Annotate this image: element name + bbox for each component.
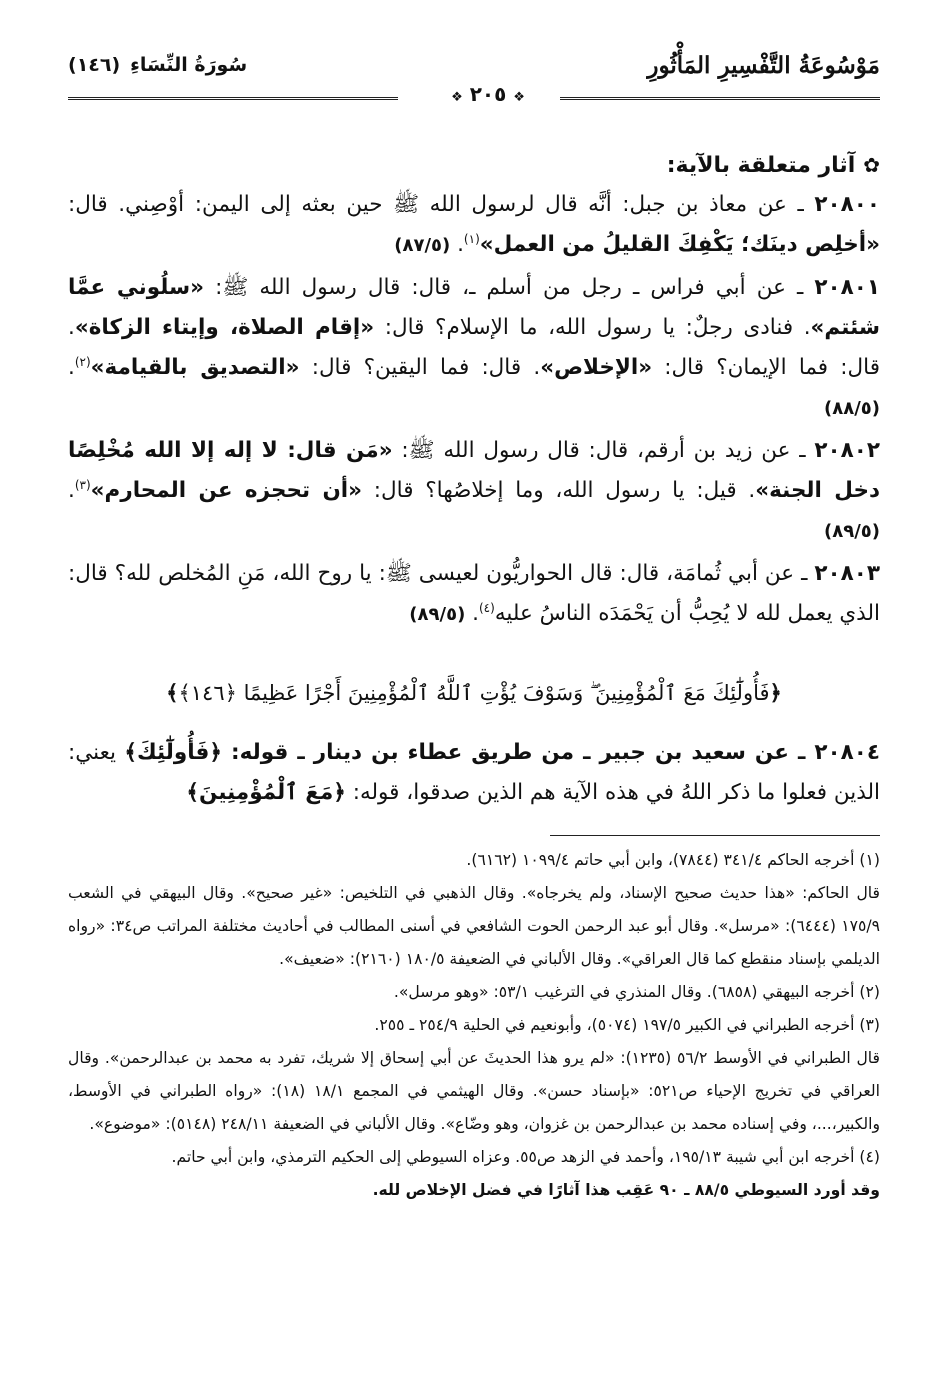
hadith-quote: «أخلِص دينَك؛ يَكْفِكَ القليلُ من العمل» <box>479 232 880 257</box>
hadith-quote: «سلُوني عمَّا شئتم» <box>68 275 880 340</box>
hadith-quote: «الإخلاص» <box>540 355 653 380</box>
entry-number: ٢٠٨٠٠ <box>814 192 880 217</box>
entry-number: ٢٠٨٠٤ <box>814 740 880 765</box>
page-number-text: ٢٠٥ <box>469 82 507 106</box>
footnote-marker[interactable]: (٣) <box>74 477 91 492</box>
entry-text: . فنادى رجلٌ: يا رسول الله، ما الإسلام؟ قال: <box>374 315 811 340</box>
ornament-icon: ❖ <box>451 90 463 105</box>
source-reference: (٨٩/٥) <box>409 604 466 625</box>
entry-number: ٢٠٨٠١ <box>814 275 880 300</box>
footnote-divider <box>550 835 880 836</box>
footnotes <box>68 844 880 1207</box>
footnote: (٣) أخرجه الطبراني في الكبير ١٩٧/٥ (٥٠٧٤)، وأبونعيم في الحلية ٢٥٤/٩ ـ ٢٥٥. <box>374 1016 880 1034</box>
source-reference: (٨٧/٥) <box>394 235 451 256</box>
entry-number: ٢٠٨٠٢ <box>814 438 880 463</box>
entry-text: . <box>68 355 75 380</box>
quran-verse <box>68 673 880 713</box>
page-number <box>428 82 548 106</box>
footnote: (١) أخرجه الحاكم ٣٤١/٤ (٧٨٤٤)، وابن أبي حاتم ١٠٩٩/٤ (٦١٦٢). <box>466 851 880 869</box>
athar-entry <box>68 554 880 635</box>
quran-quote: ﴿مَعَ ٱلْمُؤْمِنِينَ﴾ <box>186 780 346 805</box>
athar-entry <box>68 185 880 266</box>
athar-entry <box>68 431 880 552</box>
section-heading <box>68 148 880 183</box>
athar-entry <box>68 733 880 813</box>
surah-name: سُورَةُ النِّسَاءِ <box>130 54 248 76</box>
quran-quote: ﴿فَأُولَٰٓئِكَ﴾ <box>124 740 222 765</box>
entry-text: ـ عن سعيد بن جبير ـ من طريق عطاء بن دينار ـ قوله: <box>222 740 815 765</box>
verse-number: (١٤٦) <box>68 54 121 76</box>
entry-text: ـ عن زيد بن أرقم، قال: قال رسول الله ﷺ: <box>392 438 815 463</box>
entry-text: ـ عن أبي ثُمامَة، قال: قال الحواريُّون لعيسى ﷺ: يا روح الله، مَنِ المُخلص لله؟ قال: الذي يعمل لله لا يُحِبُّ أن يَحْمَدَه الناسُ عليه <box>68 561 880 626</box>
flower-ornament-icon: ✿ <box>863 153 880 177</box>
footnote: (٢) أخرجه البيهقي (٦٨٥٨). وقال المنذري في الترغيب ٥٣/١: «وهو مرسل». <box>393 983 880 1001</box>
entry-text: . قيل: يا رسول الله، وما إخلاصُها؟ قال: <box>362 478 756 503</box>
footnote: قال الحاكم: «هذا حديث صحيح الإسناد، ولم يخرجاه». وقال الذهبي في التلخيص: «غير صحيح». وقال البيهقي في الشعب ١٧٥/٩ (٦٤٤٤): «مرسل». وقال أبو عبد الرحمن الحوت الشافعي في أسنى المطالب في أحاديث مختلفة المراتب ص٣٤: «رواه الديلمي بإسناد منقطع كما قال العراقي». وقال الألباني في الضعيفة ١٨٠/٥ (٢١٦٠): «ضعيف». <box>68 884 880 968</box>
entry-text: . <box>68 478 75 503</box>
footnote: قال الطبراني في الأوسط ٥٦/٢ (١٢٣٥): «لم يرو هذا الحديثَ عن أبي إسحاق إلا شريك، تفرد به محمد بن عبدالرحمن». وقال العراقي في تخريج الإحياء ص٥٢١: «بإسناد حسن». وقال الهيثمي في المجمع ١٨/١ (١٨): «رواه الطبراني في الأوسط، والكبير،...، وفي إسناده محمد بن عبدالرحمن بن غزوان، وهو وضّاع». وقال الألباني في الضعيفة ٢٤٨/١١ (٥١٤٨): «موضوع». <box>68 1049 880 1133</box>
hadith-quote: «مَن قال: لا إله إلا الله مُخْلِصًا دخل الجنة» <box>68 438 880 503</box>
entry-text: . <box>465 601 479 626</box>
section-title: آثار متعلقة بالآية: <box>666 153 856 178</box>
source-reference: (٨٩/٥) <box>823 521 880 542</box>
ornament-icon: ❖ <box>513 90 525 105</box>
page-header <box>68 52 880 114</box>
book-title: مَوْسُوعَةُ التَّفْسِيرِ المَأْثُورِ <box>647 52 880 79</box>
entry-text: . <box>450 232 464 257</box>
verse-text: فَأُولَٰٓئِكَ مَعَ ٱلْمُؤْمِنِينَ ۖ وَسَوْفَ يُؤْتِ ٱللَّهُ ٱلْمُؤْمِنِينَ أَجْرًا عَظِيمًا <box>243 681 770 705</box>
ayah-number: ﴿١٤٦﴾ <box>178 681 237 705</box>
entry-text: ـ عن معاذ بن جبل: أنَّه قال لرسول الله ﷺ حين بعثه إلى اليمن: أوْصِني. قال: <box>68 192 815 217</box>
verse-open-bracket: ﴿ <box>769 680 782 705</box>
athar-entry <box>68 268 880 429</box>
footnote-marker[interactable]: (٢) <box>74 354 91 369</box>
header-rule-right <box>560 97 880 100</box>
footnote-marker[interactable]: (٤) <box>478 600 495 615</box>
hadith-quote: «التصديق بالقيامة» <box>90 355 300 380</box>
entry-text: . قال: فما اليقين؟ قال: <box>299 355 541 380</box>
page <box>68 52 880 1207</box>
verse-close-bracket: ﴾ <box>166 680 179 705</box>
entry-text: يعني: الذين فعلوا ما ذكر اللهُ في هذه الآية هم الذين صدقوا، قوله: <box>68 740 880 805</box>
hadith-quote: «أن تحجزه عن المحارم» <box>90 478 363 503</box>
footnote: (٤) أخرجه ابن أبي شيبة ١٩٥/١٣، وأحمد في الزهد ص٥٥. وعزاه السيوطي إلى الحكيم الترمذي، وابن أبي حاتم. <box>171 1148 880 1166</box>
footnote-marker[interactable]: (١) <box>463 231 480 246</box>
source-reference: (٨٨/٥) <box>823 398 880 419</box>
entry-text: ـ عن أبي فراس ـ رجل من أسلم ـ، قال: قال رسول الله ﷺ: <box>204 275 815 300</box>
header-rule-left <box>68 97 398 100</box>
surah-label <box>68 54 247 76</box>
hadith-quote: «إقام الصلاة، وإيتاء الزكاة» <box>74 315 375 340</box>
entry-text: . قال: فما الإيمان؟ قال: <box>68 315 880 380</box>
entry-number: ٢٠٨٠٣ <box>814 561 880 586</box>
editor-note: وقد أورد السيوطي ٨٨/٥ ـ ٩٠ عَقِب هذا آثارًا في فضل الإخلاص لله. <box>372 1181 880 1199</box>
